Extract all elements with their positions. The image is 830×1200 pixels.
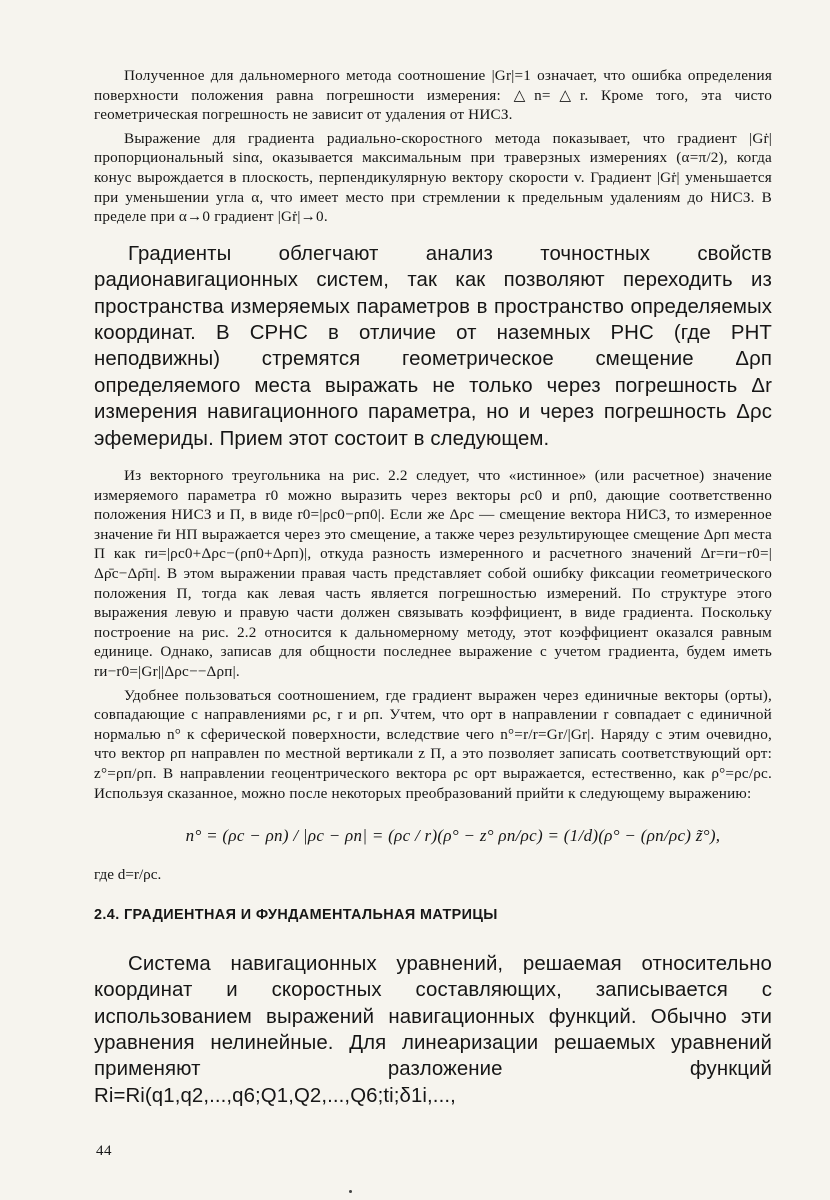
- paragraph-gradients-accuracy: Градиенты облегчают анализ точностных свойств радионавигационных систем, так как позволяют переходить из пространства измеряемых параметров в пространство определяемых координат. В СРНС в отличие от наземных РНС (где РНТ неподвижны) стремятся геометрическое смещение Δρп определяемого места выражать не только через погрешность Δr измерения навигационного параметра, но и через погрешность Δρс эфемериды. Прием этот состоит в следующем.: [94, 242, 772, 450]
- paragraph-unit-vectors: Удобнее пользоваться соотношением, где градиент выражен через единичные векторы (орты), совпадающие с направлениями ρс, r и ρп. Учтем, что орт в направлении r совпадает с единичной нормалью n° к сферической поверхности, вследствие чего n°=r/r=Gr/|Gr|. Наряду с этим очевидно, что вектор ρп направлен по местной вертикали z П, а это позволяет записать соответствующий орт: z°=ρп/ρп. В направлении геоцентрического вектора ρс орт выражается, естественно, как ρ°=ρс/ρс. Используя сказанное, можно после некоторых преобразований прийти к следующему выражению:: [94, 686, 772, 802]
- formula-where-clause: где d=r/ρс.: [94, 866, 162, 884]
- print-speck: [349, 1190, 352, 1193]
- paragraph-range-gradient: Полученное для дальномерного метода соотношение |Gr|=1 означает, что ошибка определения поверхности положения равна погрешности измерения: △n=△r. Кроме того, эта чисто геометрическая погрешность не зависит от удаления от НИСЗ.: [94, 67, 772, 124]
- paragraph-vector-triangle: Из векторного треугольника на рис. 2.2 следует, что «истинное» (или расчетное) значение измеряемого параметра r0 можно выразить через векторы ρс0 и ρп0, дающие соответственно положения НИСЗ и П, в виде r0=|ρс0−ρп0|. Если же Δρс — смещение вектора НИСЗ, то измеренное значение r̄и НП выражается через это смещение, а также через результирующее смещение Δρп места П как rи=|ρс0+Δρс−(ρп0+Δρп)|, откуда разность измеренного и расчетного значений Δr=rи−r0=|Δρ̄с−Δρ̄п|. В этом выражении правая часть представляет собой ошибку фиксации геометрического положения П, тогда как левая часть является погрешностью измерений. По структуре этого выражения левую и правую части должен связывать коэффициент, в виде градиента. Поскольку построение на рис. 2.2 относится к дальномерному методу, этот коэффициент оказался равным единице. Однако, записав для общности последнее выражение с учетом градиента, будем иметь rи−r0=|Gr||Δρс−−Δρп|.: [94, 467, 772, 680]
- normal-vector-formula: n° = (ρс − ρп) / |ρс − ρп| = (ρс / r)(ρ° − z° ρп/ρс) = (1/d)(ρ° − (ρп/ρс) z̃°),: [185, 826, 721, 846]
- paragraph-navigation-equations: Система навигационных уравнений, решаемая относительно координат и скоростных составляющих, записывается с использованием выражений навигационных функций. Обычно эти уравнения нелинейные. Для линеаризации решаемых уравнений применяют разложение функций Ri=Ri(q1,q2,...,q6;Q1,Q2,...,Q6;ti;δ1i,...,: [94, 952, 772, 1107]
- section-heading: 2.4. ГРАДИЕНТНАЯ И ФУНДАМЕНТАЛЬНАЯ МАТРИЦЫ: [94, 906, 498, 923]
- page-body: [94, 66, 772, 1109]
- paragraph-radial-velocity-gradient: Выражение для градиента радиально-скоростного метода показывает, что градиент |Gṙ| пропорциональный sinα, оказывается максимальным при траверзных измерениях (α=π/2), когда конус вырождается в плоскость, перпендикулярную вектору скорости v. Градиент |Gṙ| уменьшается при уменьшении угла α, что имеет место при стремлении к предельным удалениям до НИСЗ. В пределе при α→0 градиент |Gṙ|→0.: [94, 129, 772, 226]
- page-number: 44: [96, 1143, 112, 1159]
